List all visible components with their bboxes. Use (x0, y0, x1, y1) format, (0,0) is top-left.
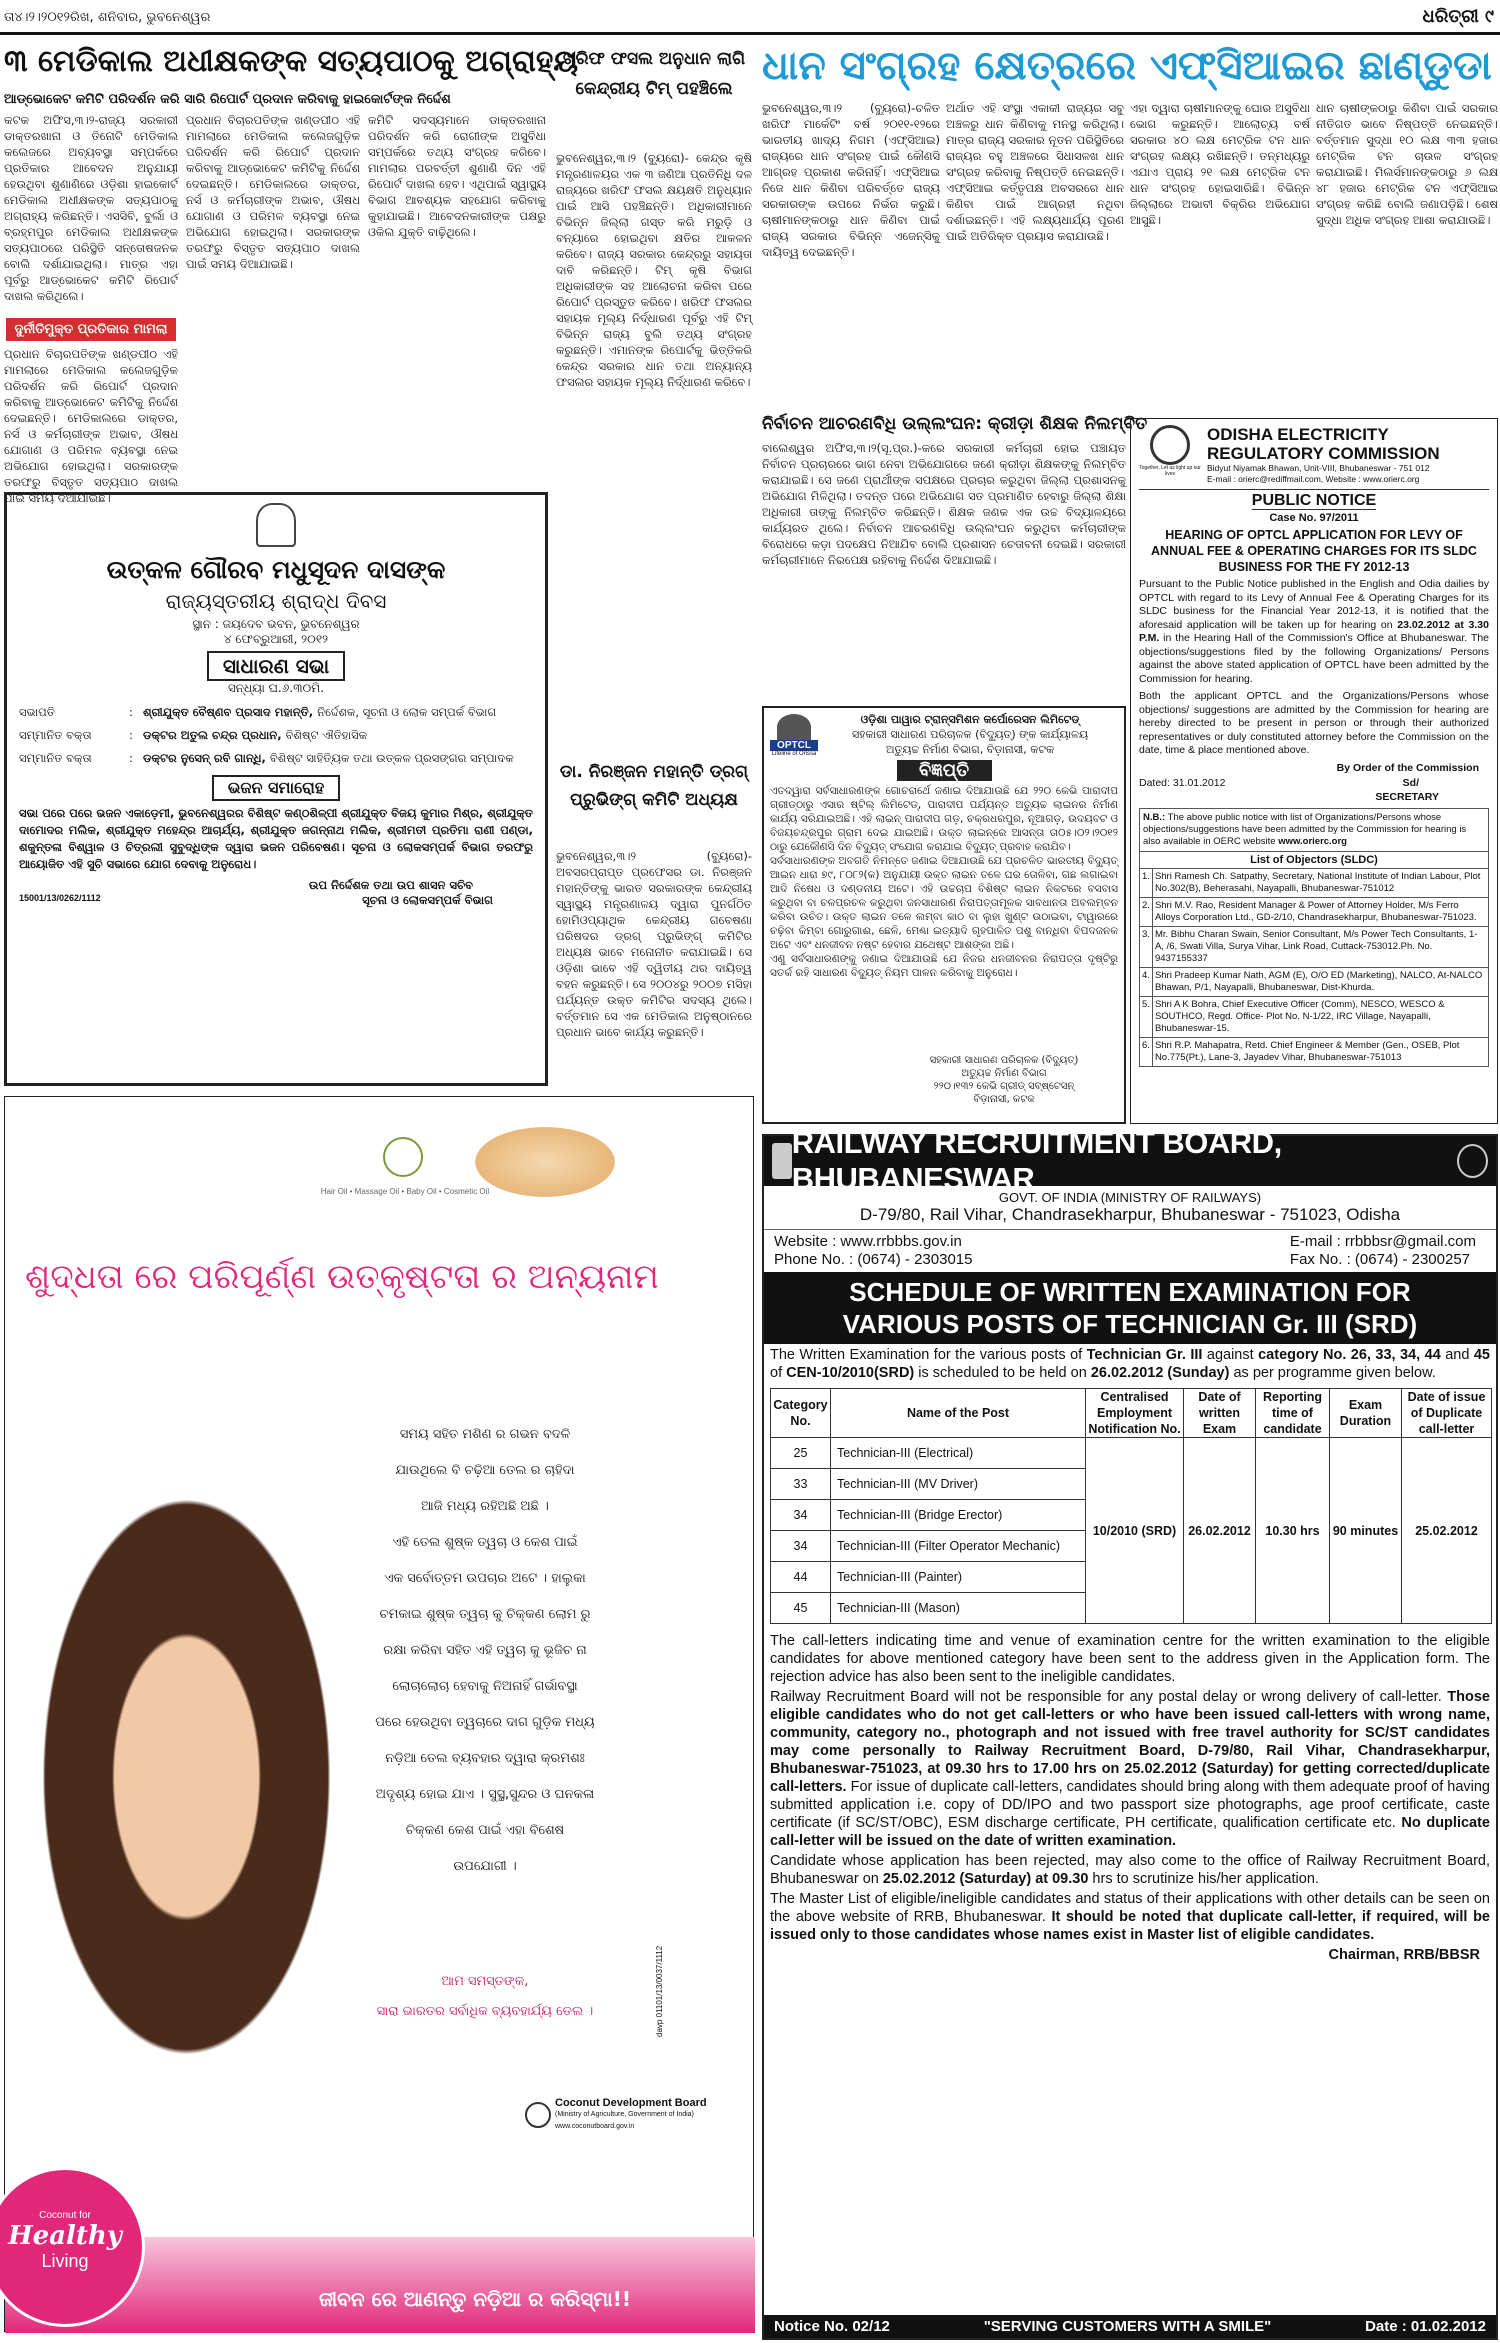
madhu-sign-2: ସୂଚନା ଓ ଲୋକସମ୍ପର୍କ ବିଭାଗ (362, 893, 493, 907)
optcl-para-3: ଏଣୁ ସର୍ବସାଧାରଣଙ୍କୁ ଜଣାଇ ଦିଆଯାଉଛି ଯେ ନିଜର ଧନଜୀବନର ନିରାପତ୍ତା ଦୃଷ୍ଟିରୁ ସତର୍କ ରହି ସାଧାରଣ ବିଦ୍ୟୁତ୍ ନିୟମ ପାଳନ କରିବାକୁ ଅନୁରୋଧ। (770, 953, 1118, 979)
story2-body: ଭୁବନେଶ୍ୱର,୩।୨ (ବ୍ୟୁରୋ)- କେନ୍ଦ୍ର କୃଷି ମନ୍ତ୍ରଣାଳୟର ଏକ ୩ ଜଣିଆ ପ୍ରତିନିଧି ଦଳ ରାଜ୍ୟରେ ଖରିଫ ଫସଲ କ୍ଷୟକ୍ଷତି ଅନୁଧ୍ୟାନ ପାଇଁ ଆସି ପହଞ୍ଚିଛନ୍ତି। ଅଧିକାରୀମାନେ ବିଭିନ୍ନ ଜିଲ୍ଲା ଗସ୍ତ କରି ମରୁଡ଼ି ଓ ବନ୍ୟାରେ ହୋଇଥିବା କ୍ଷତିର ଆକଳନ କରିବେ। ରାଜ୍ୟ ସରକାର କେନ୍ଦ୍ରରୁ ସହାୟତା ଦାବି କରିଛନ୍ତି। ଟିମ୍ କୃଷି ବିଭାଗ ଅଧିକାରୀଙ୍କ ସହ ଆଲୋଚନା କରିବା ପରେ ରିପୋର୍ଟ ପ୍ରସ୍ତୁତ କରିବେ। ଖରିଫ ଫସଲର ସହାୟକ ମୂଲ୍ୟ ନିର୍ଦ୍ଧାରଣ ପୂର୍ବରୁ ଏହି ଟିମ୍ ବିଭିନ୍ନ ରାଜ୍ୟ ବୁଲି ତଥ୍ୟ ସଂଗ୍ରହ କରୁଛନ୍ତି। ଏମାନଙ୍କ ରିପୋର୍ଟକୁ ଭିତ୍ତିକରି କେନ୍ଦ୍ର ସରକାର ଧାନ ତଥା ଅନ୍ୟାନ୍ୟ ଫସଲର ସହାୟକ ମୂଲ୍ୟ ନିର୍ଦ୍ଧାରଣ କରିବେ। (556, 151, 752, 389)
coconut-ministry: (Ministry of Agriculture, Government of India) (555, 2111, 694, 2118)
optcl-para-2: ସର୍ବସାଧାରଣଙ୍କ ଅବଗତି ନିମନ୍ତେ ଜଣାଇ ଦିଆଯାଉଛି ଯେ ପ୍ରଚଳିତ ଭାରତୀୟ ବିଦ୍ୟୁତ୍ ଆଇନ ଧାରା ୭୯, ୮୦୮୨(କ) ଅନୁଯାୟୀ ଉକ୍ତ ଲାଇନ ତଳେ ଘର ତୋଳିବା, ଗଛ ଲଗାଇବା ଆଦି ନିଷେଧ ଓ ଦଣ୍ଡନୀୟ ଅଟେ। ଏହି ଉଚ୍ଚଚାପ ବିଶିଷ୍ଟ ଲାଇନ ନିକଟରେ ବସବାସ କରୁଥିବା ବା ଚଳପ୍ରଚଳ କରୁଥିବା ଜନସାଧାରଣ ନିରାପତ୍ତାମୂଳକ ସାବଧାନତା ଅବଲମ୍ବନ କରିବା ଉଚିତ। ଉକ୍ତ ଲାଇନ ତଳେ ଲମ୍ବା କାଠ ବା ଲୁହା ଖୁଣ୍ଟ ଉଠାଇବା, ଟାୱାରରେ ଚଢ଼ିବା କିମ୍ବା ଗୋରୁଗାଈ, ଛେଳି, ମେଣ୍ଢା ଇତ୍ୟାଦି ଗୃହପାଳିତ ପଶୁ ବାନ୍ଧିବା ବିପଦଜନକ ଅଟେ ଏବଂ ଧନଜୀବନ ନଷ୍ଟ ହେବାର ଯଥେଷ୍ଟ ଆଶଙ୍କା ଅଛି। (770, 855, 1118, 951)
story4-headline: ନିର୍ବାଚନ ଆଚରଣବିଧି ଉଲ୍ଲଂଘନ: କ୍ରୀଡ଼ା ଶିକ୍ଷକ ନିଲମ୍ବିତ (762, 414, 1148, 434)
coconut-closing: ଆମ ସମସ୍ତଙ୍କ, ସାରା ଭାରତର ସର୍ବାଧିକ ବ୍ୟବହାର୍ଯ୍ୟ ତେଲ । (376, 1974, 594, 2019)
table-row: 25 Technician-III (Electrical) 10/2010 (SRD) 26.02.2012 10.30 hrs 90 minutes 25.02.2012 (771, 1438, 1492, 1469)
story3-col-1: ଭୁବନେଶ୍ୱର,୩।୨ (ବ୍ୟୁରୋ)-ଚଳିତ ଖରିଫ ମାର୍କେଟିଂ ବର୍ଷ ୨୦୧୧-୧୨ରେ ଭାରତୀୟ ଖାଦ୍ୟ ନିଗମ (ଏଫ୍‌ସିଆଇ) ରାଜ୍ୟରେ ଧାନ ସଂଗ୍ରହ ପାଇଁ କୌଣସି ଆଗ୍ରହ ପ୍ରକାଶ କରିନାହିଁ। ଏଫ୍‌ସିଆଇ ନିଜେ ଧାନ କିଣିବା ପରିବର୍ତ୍ତେ ରାଜ୍ୟ ସରକାରଙ୍କ ଉପରେ ନିର୍ଭର କରୁଛି। ଚାଷୀମାନଙ୍କଠାରୁ ଧାନ କିଣିବା ପାଇଁ ରାଜ୍ୟ ସରକାର ବିଭିନ୍ନ ଏଜେନ୍ସିକୁ ଦାୟିତ୍ୱ ଦେଇଛନ୍ତି। (762, 101, 940, 259)
story1-subhead: ଆଡ୍‌ଭୋକେଟ କମିଟି ପରିଦର୍ଶନ କରି ସାରି ରିପୋର୍ଟ ପ୍ରଦାନ କରିବାକୁ ହାଇକୋର୍ଟଙ୍କ ନିର୍ଦ୍ଦେଶ (4, 92, 451, 107)
story1-headline: ୩ ମେଡିକାଲ ଅଧୀକ୍ଷକଙ୍କ ସତ୍ୟପାଠକୁ ଅଗ୍ରାହ୍ୟ (4, 44, 579, 79)
rrb-para-4: The Master List of eligible/ineligible candidates and status of their applications with other details can be seen on the above website of RRB, Bhubaneswar. It should be noted that duplicate call-letter, if required, will be issued only to those candidates whose names exist in Master list of eligible candidates. (770, 1891, 1490, 1943)
oerc-name-2: REGULATORY COMMISSION (1207, 444, 1440, 463)
rrb-website: Website : www.rrbbbs.gov.in (774, 1233, 962, 1250)
oerc-logo-icon (1150, 425, 1190, 465)
rrb-chairman: Chairman, RRB/BBSR (1328, 1947, 1480, 1963)
optcl-notice (762, 706, 1126, 1124)
objector-row: 1. Shri Ramesh Ch. Satpathy, Secretary, National Institute of Indian Labour, Plot No.302(B), Beherasahi, Nayapalli, Bhubaneswar-751012 (1140, 869, 1488, 898)
table-row: 34 Technician-III (Bridge Erector) (771, 1500, 1492, 1531)
optcl-sign-2: ଅତ୍ୟୁଚ୍ଚ ନିର୍ମାଣ ବିଭାଗ (961, 1068, 1047, 1079)
state-emblem-icon (256, 503, 296, 547)
madhu-bhajan: ଭଜନ ସମାରୋହ (212, 775, 340, 801)
oerc-list-title: List of Objectors (SLDC) (1140, 851, 1488, 868)
rrb-title: RAILWAY RECRUITMENT BOARD, BHUBANESWAR (791, 1125, 1282, 1196)
oerc-para-1: Pursuant to the Public Notice published in the English and Odia dailies by OPTCL with regard to its Levy of Annual Fee & Operating Charges for its SLDC business for the Financial Year 2012-13, it is notified that the aforesaid application will be taken up for hearing on 23.02.2012 at 3.30 P.M. in the Hearing Hall of the Commission's Office at Bhubaneswar. The objections/suggestions filed by the following Organizations/ Persons against the above stated application of OPTCL have been admitted by the Commission for hearing. (1139, 578, 1489, 685)
oerc-notice (1130, 418, 1498, 1124)
objector-row: 6. Shri R.P. Mahapatra, Retd. Chief Engineer & Member (Gen., OSEB, Plot No.775(Pt.), Lane-3, Jayadev Vihar, Bhubaneswar-751013 (1140, 1038, 1488, 1067)
optcl-sign-1: ସହକାରୀ ସାଧାରଣ ପରିଚାଳକ (ବିଦ୍ୟୁତ୍) (929, 1055, 1079, 1066)
oerc-name-1: ODISHA ELECTRICITY (1207, 425, 1389, 444)
oerc-case: Case No. 97/2011 (1269, 511, 1359, 524)
madhu-subtitle: ରାଜ୍ୟସ୍ତରୀୟ ଶ୍ରାଦ୍ଧ ଦିବସ (165, 589, 387, 613)
rrb-date: Date : 01.02.2012 (1365, 2318, 1486, 2335)
coconut-board: Coconut Development Board (555, 2097, 707, 2109)
table-row: 45 Technician-III (Mason) (771, 1593, 1492, 1624)
optcl-division: ଅତ୍ୟୁଚ୍ଚ ନିର୍ମାଣ ବିଭାଗ, ବିଡ଼ାନାସୀ, କଟକ (885, 743, 1055, 756)
oerc-para-2: Both the applicant OPTCL and the Organizations/Persons whose objections/ suggestions are admitted by the Commission for hearing are hereby directed to be present in person or through their authorized representatives or duly constituted attorney before the Commission on the date, time & place mentioned above. (1139, 690, 1489, 756)
madhusudan-ad (4, 492, 548, 1086)
ashoka-emblem-icon (772, 1143, 792, 1179)
coconut-tagline: ଶୁଦ୍ଧତା ରେ ପରିପୂର୍ଣ୍ଣ ଉତ୍କୃଷ୍ଟତା ର ଅନ୍ୟନାମ (25, 1257, 659, 1297)
madhu-row: ସମ୍ମାନିତ ବକ୍ତା : ଡକ୍ଟର ଅତୁଲ ଚନ୍ଦ୍ର ପ୍ରଧାନ, ବିଶିଷ୍ଟ ଐତିହାସିକ (19, 728, 368, 742)
rrb-fax: Fax No. : (0674) - 2300257 (1289, 1251, 1471, 1268)
rrb-para-3: Candidate whose application has been rejected, may also come to the office of Railway Recruitment Board, Bhubaneswar on 25.02.2012 (Saturday) at 09.30 hrs to scrutinize his/her application. (770, 1853, 1490, 1887)
coconut-site: www.coconutboard.gov.in (555, 2123, 635, 2130)
rrb-slogan: "SERVING CUSTOMERS WITH A SMILE" (983, 2318, 1272, 2335)
story1-col-3: କମିଟି ସଦସ୍ୟମାନେ ଡାକ୍ତରଖାନା ପରିଦର୍ଶନ କରି ରୋଗୀଙ୍କ ଅସୁବିଧା ସମ୍ପର୍କରେ ତଥ୍ୟ ସଂଗ୍ରହ କରିବେ। ମାମଲାର ପରବର୍ତ୍ତୀ ଶୁଣାଣି ଦିନ ଏହି ରିପୋର୍ଟ ଦାଖଲ ହେବ। ଏଥିପାଇଁ ସ୍ୱାସ୍ଥ୍ୟ ବିଭାଗ ଆବଶ୍ୟକ ସହଯୋଗ କରିବାକୁ କୁହାଯାଇଛି। ଆବେଦନକାରୀଙ୍କ ପକ୍ଷରୁ ଓକିଲ ଯୁକ୍ତି ବାଢ଼ିଥିଲେ। (368, 113, 546, 239)
oerc-dated: Dated: 31.01.2012 (1139, 777, 1226, 789)
railway-logo-icon (1457, 1144, 1488, 1178)
masthead-date: ତା୪।୨।୨୦୧୨ରିଖ, ଶନିବାର, ଭୁବନେଶ୍ୱର (4, 10, 211, 25)
story4-body: ବାଲେଶ୍ୱର ଅଫିସ,୩।୨(ସୂ.ପ୍ର.)-କରେ ସରକାରୀ କର୍ମଚାରୀ ହୋଇ ପଞ୍ଚାୟତ ନିର୍ବାଚନ ପ୍ରଚାରରେ ଭାଗ ନେବା ଅଭିଯୋଗରେ ଜଣେ କ୍ରୀଡ଼ା ଶିକ୍ଷକଙ୍କୁ ନିଲମ୍ବିତ କରାଯାଇଛି। ସେ ଜଣେ ପ୍ରାର୍ଥୀଙ୍କ ସପକ୍ଷରେ ପ୍ରଚାର କରୁଥିବା ଜିଲ୍ଲା ପ୍ରଶାସନକୁ ଅଭିଯୋଗ ମିଳିଥିଲା। ତଦନ୍ତ ପରେ ଅଭିଯୋଗ ସତ ପ୍ରମାଣିତ ହେବାରୁ ଜିଲ୍ଲା ଶିକ୍ଷା ଅଧିକାରୀ ତାଙ୍କୁ ନିଲମ୍ବିତ କରିଛନ୍ତି। ଶିକ୍ଷକ ଜଣକ ଏକ ଉଚ୍ଚ ବିଦ୍ୟାଳୟରେ କାର୍ଯ୍ୟରତ ଥିଲେ। ନିର୍ବାଚନ ଆଚରଣବିଧି ଉଲ୍ଲଂଘନ କରୁଥିବା କର୍ମଚାରୀଙ୍କ ବିରୋଧରେ କଡ଼ା ପଦକ୍ଷେପ ନିଆଯିବ ବୋଲି ପ୍ରଶାସନ ଚେତାବନୀ ଦେଇଛି। ସରକାରୀ କର୍ମଚାରୀମାନେ ନିରପେକ୍ଷ ରହିବାକୁ ନିର୍ଦ୍ଦେଶ ଦିଆଯାଇଛି। (762, 441, 1126, 567)
story1-col-1b: ପ୍ରଧାନ ବିଚାରପତିଙ୍କ ଖଣ୍ଡପୀଠ ଏହି ମାମଲାରେ ମେଡିକାଲ କଲେଜଗୁଡ଼ିକ ପରିଦର୍ଶନ କରି ରିପୋର୍ଟ ପ୍ରଦାନ କରିବାକୁ ଆଡ୍‌ଭୋକେଟ କମିଟିକୁ ନିର୍ଦ୍ଦେଶ ଦେଇଛନ୍ତି। ମେଡିକାଲରେ ଡାକ୍ତର, ନର୍ସ ଓ କର୍ମଚାରୀଙ୍କ ଅଭାବ, ଔଷଧ ଯୋଗାଣ ଓ ପରିମଳ ବ୍ୟବସ୍ଥା ନେଇ ଅଭିଯୋଗ ହୋଇଥିଲା। ସରକାରଙ୍କ ତରଫରୁ ବିସ୍ତୃତ ସତ୍ୟପାଠ ଦାଖଲ ପାଇଁ ସମୟ ଦିଆଯାଇଛି। (4, 347, 178, 505)
story2-headline: ଖରିଫ ଫସଲ ଅନୁଧାନ ଲାଗି କେନ୍ଦ୍ରୀୟ ଟିମ୍ ପହଞ୍ଚିଲେ (562, 49, 746, 99)
coconut-product-icon (383, 1137, 423, 1177)
rrb-phone: Phone No. : (0674) - 2303015 (774, 1251, 973, 1268)
oerc-contact: E-mail : orierc@rediffmail.com, Website : www.orierc.org (1207, 474, 1420, 484)
optcl-logo-icon (777, 714, 811, 740)
story1-col-1: କଟକ ଅଫିସ,୩।୨-ରାଜ୍ୟ ସରକାରୀ ଡାକ୍ତରଖାନା ଓ ତିନୋଟି ମେଡିକାଲ କଲେଜରେ ଅବ୍ୟବସ୍ଥା ସମ୍ପର୍କରେ ପ୍ରତିକାର ଆବେଦନ ଅନୁଯାୟୀ ହେଉଥିବା ଶୁଣାଣିରେ ଓଡ଼ିଶା ହାଇକୋର୍ଟ ମେଡିକାଲ ଅଧୀକ୍ଷକଙ୍କ ସତ୍ୟପାଠକୁ ଅଗ୍ରାହ୍ୟ କରିଛନ୍ତି। ଏସସିବି, ବୁର୍ଲା ଓ ବ୍ରହ୍ମପୁର ମେଡିକାଲ ଅଧୀକ୍ଷକଙ୍କ ସତ୍ୟପାଠରେ ପରିସ୍ଥିତି ସନ୍ତୋଷଜନକ ବୋଲି ଦର୍ଶାଯାଇଥିଲା। ମାତ୍ର ଏହା ପୂର୍ବରୁ ଆଡ୍‌ଭୋକେଟ କମିଟି ରିପୋର୍ଟ ଦାଖଲ କରିଥିଲେ। (4, 113, 178, 303)
coconut-poem: ସମୟ ସହିତ ମଶିଣ ର ଗଭନ ବଦଳି ଯାଉଥିଲେ ବି ଚଢ଼ିଆ ତେଲ ର ଚାହିଦା ଆଜି ମଧ୍ୟ ରହିଅଛି ଅଛି । ଏହି ତେଲ ଶୁଷ୍କ ତ୍ୱଚା ଓ କେଶ ପାଇଁ ଏକ ସର୍ବୋତ୍ତମ ଉପଚାର ଅଟେ । ହାଲୁକା ଚମକାଇ ଶୁଷ୍କ ତ୍ୱଚା କୁ ଚିକ୍କଣ ଲୋମ ରୁ ରକ୍ଷା କରିବା ସହିତ ଏହି ତ୍ୱଚା କୁ ଭୂଜିଚ ନା ଲୋଚାଲୋଚା ହେବାକୁ ନିଅନାହିଁ ଗର୍ଭାବସ୍ଥା ପରେ ହେଉଥିବା ତ୍ୱଚାରେ ଦାଗ ଗୁଡ଼ିକ ମଧ୍ୟ ନଡ଼ିଆ ତେଲ ବ୍ୟବହାର ଦ୍ୱାରା କ୍ରମଶଃ ଅଦୃଶ୍ୟ ହୋଇ ଯାଏ । ସୁସ୍ଥ,ସୁନ୍ଦର ଓ ଘନକଳା ଚିକ୍କଣ କେଶ ପାଇଁ ଏହା ବିଶେଷ ଉପଯୋଗୀ । (375, 1427, 595, 1874)
madhu-meeting: ସାଧାରଣ ସଭା (207, 651, 345, 681)
oerc-order: By Order of the Commission (1336, 761, 1479, 774)
coconut-product-image (475, 1127, 615, 1197)
oerc-nb: N.B.: The above public notice with list of Organizations/Persons whose objections/suggestions have been admitted by the Commission for hearing is also available in OERC website www.orierc.org (1143, 812, 1467, 847)
rrb-schedule-1: SCHEDULE OF WRITTEN EXAMINATION FOR (849, 1277, 1411, 1307)
madhu-time: ସନ୍ଧ୍ୟା ଘ.୬.୩୦ମି. (227, 681, 325, 695)
model-photo (5, 1427, 335, 2127)
madhu-row: ସମ୍ମାନିତ ବକ୍ତା : ଡକ୍ଟର ନୁସେନ୍ ରବି ଗାନ୍ଧି, ବିଶିଷ୍ଟ ସାହିତ୍ୟିକ ତଥା ଉତ୍କଳ ପ୍ରସଙ୍ଗର ସମ୍ପାଦକ (19, 751, 514, 765)
table-row: 44 Technician-III (Painter) (771, 1562, 1492, 1593)
coconut-davp: davp 01101/13/0037/1112 (655, 1945, 664, 2037)
optcl-logo-tag: Lifeline of Orissa (771, 751, 817, 757)
oerc-objectors-table (1140, 868, 1488, 1066)
story3-col-3: ଏହା ଦ୍ୱାରା ଚାଷୀମାନଙ୍କୁ ଘୋର ଅସୁବିଧା ଭୋଗ କରୁଛନ୍ତି। ଆଲୋଚ୍ୟ ବର୍ଷ ସରକାର ୪୦ ଲକ୍ଷ ମେଟ୍ରିକ ଟନ ଧାନ ସଂଗ୍ରହ ଲକ୍ଷ୍ୟ ରଖିଛନ୍ତି। ତନ୍ମଧ୍ୟରୁ ଏଯାଏ ପ୍ରାୟ ୨୧ ଲକ୍ଷ ମେଟ୍ରିକ ଟନ ଧାନ ସଂଗ୍ରହ ହୋଇସାରିଛି। ବିଭିନ୍ନ ଜିଲ୍ଲାରେ ଅଭାବୀ ବିକ୍ରିର ଅଭିଯୋଗ ଆସୁଛି। (1130, 101, 1310, 227)
table-row: 34 Technician-III (Filter Operator Mechanic) (771, 1531, 1492, 1562)
masthead-rule (0, 32, 1500, 35)
rrb-address: D-79/80, Rail Vihar, Chandrasekharpur, Bhubaneswar - 751023, Odisha (859, 1205, 1401, 1224)
optcl-sign-4: ବିଡ଼ାନାସୀ, କଟକ (973, 1094, 1035, 1105)
rrb-para-1: The call-letters indicating time and venue of examination centre for the written examination to the eligible candidates for above mentioned category have been sent to the address given in the Application form. The rejection advice has also been sent to the ineligible candidates. (770, 1633, 1490, 1685)
optcl-logo: OPTCL (770, 740, 818, 751)
story3-col-2: ଅର୍ଥାତ ଏହି ସଂସ୍ଥା ଏକାକୀ ରାଜ୍ୟର ସବୁ ଅଞ୍ଚଳରୁ ଧାନ କିଣିବାକୁ ମନସ୍ଥ କରିଥିଲା। ମାତ୍ର ରାଜ୍ୟ ସରକାର ନୂତନ ପରିସ୍ଥିତିରେ ରାଜ୍ୟର ବହୁ ଅଞ୍ଚଳରେ ସିଧାସଳଖ ଧାନ ସଂଗ୍ରହ କରିବାକୁ ନିଷ୍ପତ୍ତି ନେଇଛନ୍ତି। ଏଫ୍‌ସିଆଇ କର୍ତ୍ତୃପକ୍ଷ ଅବସରରେ ଧାନ କିଣିବା ପାଇଁ ଆଗ୍ରହୀ ନଥିବା ଦର୍ଶାଇଛନ୍ତି। ଏହି ଲକ୍ଷ୍ୟଧାର୍ଯ୍ୟ ପୂରଣ ପାଇଁ ଅତିରିକ୍ତ ପ୍ରୟାସ କରାଯାଉଛି। (946, 101, 1124, 243)
coconut-ad (4, 1096, 754, 2332)
story2-headline2: ଡା. ନିରଞ୍ଜନ ମହାନ୍ତି ଡ୍ରଗ୍ ପ୍ରୁଭିଙ୍ଗ୍ କମିଟି ଅଧ୍ୟକ୍ଷ (559, 762, 749, 810)
rrb-exam-table: Category No. Name of the Post Centralised Employment Notification No. Date of written Exam Reporting time of candidate Exam Duration Date of issue of Duplicate call-letter 25 Technician-III (Electrical) 10/2010 (SRD) 26.02.2012 10.30 hrs 90 minutes 25.02.2012 33 Technician-III (MV Driver) 34 Technician-III (Bridge Erector) 34 Technician-III (Filter Operator Mechanic) 44 Technician-III (Painter) 45 Technician-III (Mason) (770, 1388, 1492, 1624)
optcl-office: ସହକାରୀ ସାଧାରଣ ପରିଚାଳକ (ବିଦ୍ୟୁତ୍) ଙ୍କ କାର୍ଯ୍ୟାଳୟ (851, 728, 1089, 741)
story3-col-4: ଧାନ ଚାଷୀଙ୍କଠାରୁ କିଣିବା ପାଇଁ ସରକାର ନୀତିଗତ ଭାବେ ନିଷ୍ପତ୍ତି ନେଇଛନ୍ତି। ବର୍ତ୍ତମାନ ସୁଦ୍ଧା ୧୦ ଲକ୍ଷ ୩୩ ହଜାର ମେଟ୍ରିକ ଟନ ଚାଉଳ ସଂଗ୍ରହ କରାଯାଇଛି। ମିଲର୍ସମାନଙ୍କଠାରୁ ୬ ଲକ୍ଷ ୪୮ ହଜାର ମେଟ୍ରିକ ଟନ ଏଫ୍‌ସିଆଇ ସଂଗ୍ରହ କରିଛି ବୋଲି ଜଣାପଡ଼ିଛି। ଶେଷ ସୁଦ୍ଧା ଅଧିକ ସଂଗ୍ରହ ଆଶା କରାଯାଉଛି। (1316, 101, 1498, 227)
story1-col-2: ପ୍ରଧାନ ବିଚାରପତିଙ୍କ ଖଣ୍ଡପୀଠ ଏହି ମାମଲାରେ ମେଡିକାଲ କଲେଜଗୁଡ଼ିକ ପରିଦର୍ଶନ କରି ରିପୋର୍ଟ ପ୍ରଦାନ କରିବାକୁ ଆଡ୍‌ଭୋକେଟ କମିଟିକୁ ନିର୍ଦ୍ଦେଶ ଦେଇଛନ୍ତି। ମେଡିକାଲରେ ଡାକ୍ତର, ନର୍ସ ଓ କର୍ମଚାରୀଙ୍କ ଅଭାବ, ଔଷଧ ଯୋଗାଣ ଓ ପରିମଳ ବ୍ୟବସ୍ଥା ନେଇ ଅଭିଯୋଗ ହୋଇଥିଲା। ସରକାରଙ୍କ ତରଫରୁ ବିସ୍ତୃତ ସତ୍ୟପାଠ ଦାଖଲ ପାଇଁ ସମୟ ଦିଆଯାଇଛି। (186, 113, 360, 271)
oerc-title: PUBLIC NOTICE (1251, 492, 1377, 509)
madhu-date: ୪ ଫେବ୍ରୁଆରୀ, ୨୦୧୨ (223, 632, 329, 646)
rrb-notice-no: Notice No. 02/12 (774, 2318, 890, 2335)
rrb-email: E-mail : rrbbbsr@gmail.com (1289, 1233, 1476, 1250)
optcl-sign-3: ୨୨୦।୧୩୨ କେଭି ଗ୍ରୀଡ୍ ସବ୍‌ଷ୍ଟେସନ୍ (933, 1081, 1075, 1092)
story2-body2: ଭୁବନେଶ୍ୱର,୩।୨ (ବ୍ୟୁରୋ)- ଅବସରପ୍ରାପ୍ତ ପ୍ରଫେସର ଡା. ନିରଞ୍ଜନ ମହାନ୍ତିଙ୍କୁ ଭାରତ ସରକାରଙ୍କ କେନ୍ଦ୍ରୀୟ ସ୍ୱାସ୍ଥ୍ୟ ମନ୍ତ୍ରଣାଳୟ ଦ୍ୱାରା ପୁନର୍ଗଠିତ ହୋମିଓପ୍ୟାଥିକ କେନ୍ଦ୍ରୀୟ ଗବେଷଣା ପରିଷଦର ଡ୍ରଗ୍ ପ୍ରୁଭିଙ୍ଗ୍ କମିଟିର ଅଧ୍ୟକ୍ଷ ଭାବେ ମନୋନୀତ କରାଯାଇଛି। ସେ ଓଡ଼ିଶା ଭାବେ ଏହି ଦ୍ୱିତୀୟ ଥର ଦାୟିତ୍ୱ ବହନ କରୁଛନ୍ତି। ସେ ୨୦୦୪ରୁ ୨୦୦୭ ମସିହା ପର୍ଯ୍ୟନ୍ତ ଉକ୍ତ କମିଟିର ସଦସ୍ୟ ଥିଲେ। ବର୍ତ୍ତମାନ ସେ ଏକ ମେଡିକାଲ ଅନୁଷ୍ଠାନରେ ପ୍ରଧାନ ଭାବେ କାର୍ଯ୍ୟ କରୁଛନ୍ତି। (556, 849, 752, 1039)
rrb-para-2: Railway Recruitment Board will not be responsible for any postal delay or wrong delivery of call-letter. Those eligible candidates who do not get call-letters or who have been issued call-letters with wrong name, community, category no., photograph and not issued with free travel authority for SC/ST candidates may come personally to Railway Recruitment Board, D-79/80, Rail Vihar, Chandrasekharpur, Bhubaneswar-751023, at 09.30 hrs to 17.00 hrs on 25.02.2012 (Saturday) for getting corrected/duplicate call-letters. For issue of duplicate call-letters, candidates should bring along with them adequate proof of having submitted application i.e. copy of DD/IPO and two passport size photographs, age proof certificate, caste certificate (if SC/ST/OBC), ESM discharge certificate, PH certificate, qualification certificate etc. No duplicate call-letter will be issued on the date of written examination. (770, 1689, 1490, 1849)
oerc-sd: Sd/ (1402, 777, 1419, 789)
rrb-schedule-2: VARIOUS POSTS OF TECHNICIAN Gr. III (SRD) (842, 1309, 1418, 1339)
objector-row: 3. Mr. Bibhu Charan Swain, Senior Consultant, M/s Power Tech Consultants, 1-A, /6, Swati Villa, Surya Vihar, Link Road, Cuttack-753012.Ph. No. 9437155337 (1140, 927, 1488, 968)
madhu-row: ସଭାପତି : ଶ୍ରୀଯୁକ୍ତ ବୈଷ୍ଣବ ପ୍ରସାଦ ମହାନ୍ତି, ନିର୍ଦ୍ଦେଶକ, ସୂଚନା ଓ ଲୋକ ସମ୍ପର୍କ ବିଭାଗ (19, 705, 497, 719)
madhu-title: ଉତ୍କଳ ଗୌରବ ମଧୁସୂଦନ ଦାସଙ୍କ (106, 555, 446, 584)
healthy-living-badge: Coconut for Healthy Living (0, 2167, 145, 2327)
rrb-intro: The Written Examination for the various posts of Technician Gr. III against category No. 26, 33, 34, 44 and 45 of CEN-10/2010(SRD) is scheduled to be held on 26.02.2012 (Sunday) as per programme given below. (770, 1347, 1490, 1381)
optcl-para-1: ଏତଦ୍ୱାରା ସର୍ବସାଧାରଣଙ୍କ ଗୋଚରାର୍ଥେ ଜଣାଇ ଦିଆଯାଉଛି ଯେ ୨୨୦ କେଭି ପାରାଦୀପ ଗ୍ରୀଡ୍‌ଠାରୁ ଏସାର ଷ୍ଟିଲ୍ ଲିମିଟେଡ୍, ପାରାଦୀପ ପର୍ଯ୍ୟନ୍ତ ଅତ୍ୟୁଚ୍ଚ ଲାଇନର ନିର୍ମାଣ କାର୍ଯ୍ୟ ସରିଯାଇଅଛି। ଏହି ଲାଇନ୍ ପାରାଦୀପ ଗଡ଼, ଚକ୍ରଧରପୁର, ନୂଆଗଡ଼, ଉଦୟବଟ ଓ ବିଜୟଚନ୍ଦ୍ରପୁର ଗ୍ରାମ ଦେଇ ଯାଇଅଛି। ଉକ୍ତ ଲାଇନ୍‌ରେ ଆସନ୍ତା ତା୦୫।୦୨।୨୦୧୨ ଠାରୁ ଯେକୌଣସି ଦିନ ବିଦ୍ୟୁତ୍ ସଂଯୋଗ କରାଯାଇ ବିଦ୍ୟୁତ୍ ପ୍ରବାହ କରାଯିବ। (770, 785, 1118, 853)
coconut-board-logo-icon (525, 2102, 551, 2128)
oerc-logo-tag: Together, Let us light up our lives (1139, 465, 1201, 477)
objector-row: 4. Shri Pradeep Kumar Nath, AGM (E), O/O ED (Marketing), NALCO, At-NALCO Bhawan, P/1, Nayapalli, Bhubaneswar, Dist-Khurda. (1140, 968, 1488, 997)
coconut-footer: ଜୀବନ ରେ ଆଣନ୍ତୁ ନଡ଼ିଆ ର କରିସ୍ମା!! (319, 2287, 631, 2311)
optcl-org: ଓଡ଼ିଶା ପାୱାର ଟ୍ରାନ୍ସମିଶନ କର୍ପୋରେସନ ଲିମିଟେଡ୍ (860, 713, 1080, 726)
rrb-notice (762, 1125, 1498, 2340)
oerc-address: Bidyut Niyamak Bhawan, Unit-VIII, Bhubaneswar - 751 012 (1207, 463, 1430, 473)
objector-row: 5. Shri A K Bohra, Chief Executive Officer (Comm), NESCO, WESCO & SOUTHCO, Regd. Office- Plot No. N-1/22, IRC Village, Nayapalli, Bhubaneswar-15. (1140, 997, 1488, 1038)
madhu-code: 15001/13/0262/1112 (19, 893, 101, 903)
page-number: ଧରିତ୍ରୀ ୯ (1422, 6, 1494, 27)
coconut-products: Hair Oil • Massage Oil • Baby Oil • Cosmetic Oil (320, 1187, 490, 1196)
madhu-sign-1: ଉପ ନିର୍ଦ୍ଦେଶକ ତଥା ଉପ ଶାସନ ସଚିବ (308, 878, 473, 892)
table-row: 33 Technician-III (MV Driver) (771, 1469, 1492, 1500)
story3-headline: ଧାନ ସଂଗ୍ରହ କ୍ଷେତ୍ରରେ ଏଫ୍‌ସିଆଇର ଛାଣ୍ଡୁଡା (762, 43, 1492, 89)
optcl-title: ବିଜ୍ଞପ୍ତି (897, 760, 992, 781)
madhu-venue: ସ୍ଥାନ : ଜୟଦେବ ଭବନ, ଭୁବନେଶ୍ୱର (192, 617, 360, 631)
oerc-heading: HEARING OF OPTCL APPLICATION FOR LEVY OF ANNUAL FEE & OPERATING CHARGES FOR ITS SLDC BUSINESS FOR THE FY 2012-13 (1151, 528, 1477, 574)
rrb-govt: GOVT. OF INDIA (MINISTRY OF RAILWAYS) (998, 1190, 1262, 1205)
story1-tag: ଦୁର୍ନୀତିମୁକ୍ତ ପ୍ରତିକାର ମାମଲା (6, 318, 176, 341)
objector-row: 2. Shri M.V. Rao, Resident Manager & Power of Attorney Holder, M/s Ferro Alloys Corporation Ltd., GD-2/10, Chandrasekharpur, Bhubaneswar-751023. (1140, 898, 1488, 927)
oerc-secretary: SECRETARY (1375, 790, 1439, 803)
madhu-para: ସଭା ପରେ ପରେ ଭଜନ ଏକାଡ଼େମୀ, ଭୁବନେଶ୍ୱରର ବିଶିଷ୍ଟ କଣ୍ଠଶିଳ୍ପୀ ଶ୍ରୀଯୁକ୍ତ ବିଜୟ କୁମାର ମିଶ୍ର, ଶ୍ରୀଯୁକ୍ତ ଦାମୋଦର ମଲିକ, ଶ୍ରୀଯୁକ୍ତ ମହେନ୍ଦ୍ର ଆଚାର୍ଯ୍ୟ, ଶ୍ରୀଯୁକ୍ତ ଜଗନ୍ନାଥ ମଲିକ, ଶ୍ରୀମତୀ ପ୍ରତିମା ରାଣୀ ପଣ୍ଡା, ଶକୁନ୍ତଳା ବିଶ୍ୱାଳ ଓ ଚିତ୍ରଲୀ ସୁବୁଦ୍ଧିଙ୍କ ଦ୍ୱାରା ଭଜନ ପରିବେଷଣ। ସୂଚନା ଓ ଲୋକସମ୍ପର୍କ ବିଭାଗ ତରଫରୁ ଆୟୋଜିତ ଏହି ସୁଚି ସଭାରେ ଯୋଗ ଦେବାକୁ ଅନୁରୋଧ। (19, 806, 533, 871)
